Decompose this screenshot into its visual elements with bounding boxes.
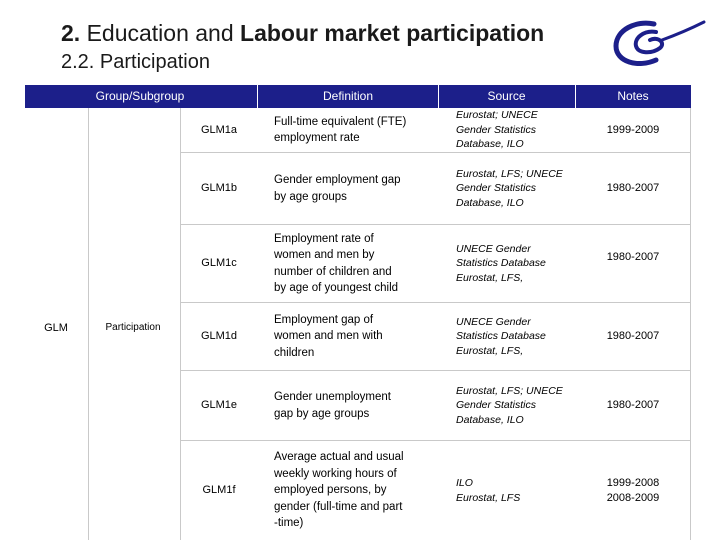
indicator-source: Eurostat, LFS; UNECE Gender Statistics Database, ILO <box>456 384 563 426</box>
title-part-2: Labour market participation <box>240 20 545 46</box>
indicator-notes: 1980-2007 <box>606 330 660 342</box>
indicator-source: ILO Eurostat, LFS <box>456 477 521 504</box>
indicator-definition: Employment gap of women and men with children <box>274 313 383 359</box>
council-of-europe-logo-icon <box>606 18 706 73</box>
indicator-source: Eurostat, LFS; UNECE Gender Statistics Database, ILO <box>456 167 563 209</box>
header-notes: Notes <box>617 89 649 103</box>
indicator-notes: 1999-2009 <box>606 123 660 136</box>
indicator-source: UNECE Gender Statistics Database Eurostat, LFS, <box>456 315 546 357</box>
indicator-definition: Gender employment gap by age groups <box>274 174 401 203</box>
indicator-definition: Full-time equivalent (FTE) employment rate <box>274 115 407 144</box>
indicator-notes: 1980-2007 <box>606 399 660 411</box>
indicator-code: GLM1f <box>202 484 236 497</box>
indicator-code: GLM1b <box>200 182 238 195</box>
indicator-source: UNECE Gender Statistics Database Eurostat, LFS, <box>456 242 546 284</box>
header-divider <box>575 85 576 108</box>
header-definition: Definition <box>322 89 374 103</box>
table-right-border <box>690 108 691 540</box>
header-source: Source <box>487 89 526 103</box>
indicator-definition: Average actual and usual weekly working hours of employed persons, by gender (full-time and part -time) <box>274 451 404 530</box>
indicator-definition: Gender unemployment gap by age groups <box>274 391 391 420</box>
indicator-code: GLM1c <box>201 257 237 270</box>
indicator-notes: 1980-2007 <box>606 182 660 194</box>
subgroup-name: Participation <box>105 322 161 333</box>
indicator-notes: 1999-2008 2008-2009 <box>606 476 660 504</box>
title-part-1: Education and <box>86 20 234 46</box>
header-group-subgroup: Group/Subgroup <box>95 89 185 103</box>
page-title <box>61 20 544 47</box>
header-divider <box>438 85 439 108</box>
indicator-notes: 1980-2007 <box>606 251 660 263</box>
indicator-definition: Employment rate of women and men by number of children and by age of youngest child <box>274 232 399 294</box>
header-divider <box>257 85 258 108</box>
group-name: GLM <box>44 322 68 334</box>
indicator-code: GLM1e <box>200 399 238 412</box>
page-subtitle: 2.2. Participation <box>61 51 210 73</box>
indicator-code: GLM1a <box>200 123 238 136</box>
indicator-source: Eurostat; UNECE Gender Statistics Database, ILO <box>456 109 538 151</box>
title-number: 2. <box>61 20 81 46</box>
indicator-code: GLM1d <box>200 330 238 343</box>
